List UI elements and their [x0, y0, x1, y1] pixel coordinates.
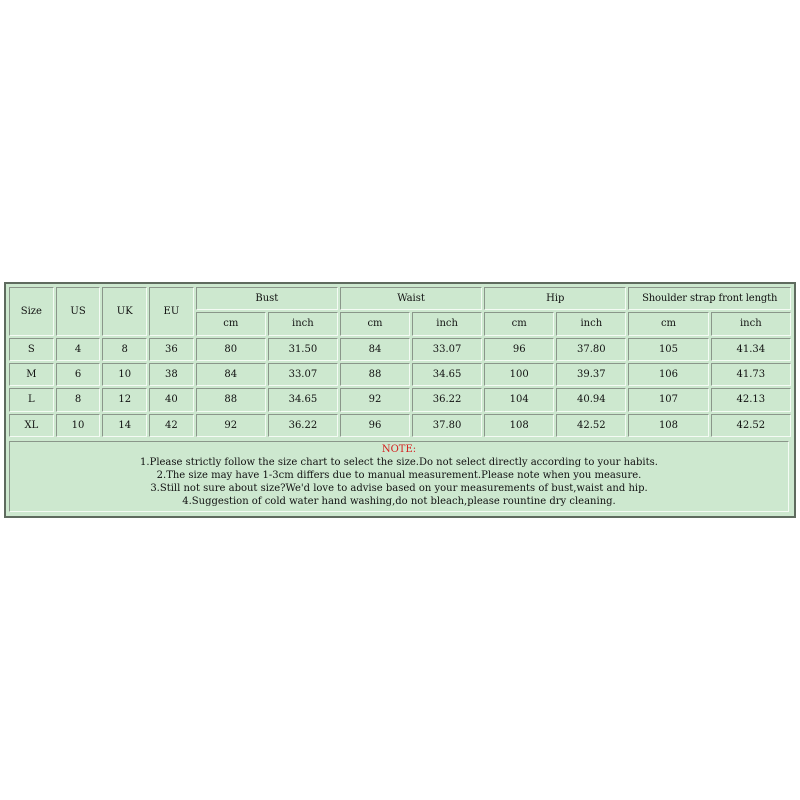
header-row [9, 287, 791, 310]
unit-cell: cm [196, 312, 266, 335]
table-cell: 42.52 [556, 414, 626, 437]
notes-section [9, 441, 789, 512]
note-title: NOTE: [381, 444, 417, 455]
unit-cell: cm [340, 312, 410, 335]
table-cell: 106 [628, 363, 708, 386]
table-cell: 12 [102, 388, 147, 411]
table-cell: 31.50 [268, 338, 338, 361]
unit-cell: cm [628, 312, 708, 335]
table-cell: 88 [196, 388, 266, 411]
header-hip: Hip [484, 287, 626, 310]
table-cell: 104 [484, 388, 554, 411]
table-cell: 108 [484, 414, 554, 437]
table-cell: 37.80 [412, 414, 482, 437]
table-cell: 34.65 [268, 388, 338, 411]
header-eu: EU [149, 287, 194, 336]
unit-cell: cm [484, 312, 554, 335]
note-line: 3.Still not sure about size?We'd love to advise based on your measurements of bust,waist and hip. [150, 482, 648, 494]
size-table [7, 285, 793, 439]
table-cell: 107 [628, 388, 708, 411]
table-cell: 33.07 [268, 363, 338, 386]
table-cell: 4 [56, 338, 101, 361]
unit-cell: inch [556, 312, 626, 335]
table-cell: 10 [56, 414, 101, 437]
table-cell: 92 [340, 388, 410, 411]
table-cell: 100 [484, 363, 554, 386]
size-chart [4, 282, 796, 518]
table-row [9, 388, 791, 411]
table-cell: 14 [102, 414, 147, 437]
table-cell: 108 [628, 414, 708, 437]
header-shoulder-strap: Shoulder strap front length [628, 287, 791, 310]
note-line: 2.The size may have 1-3cm differs due to manual measurement.Please note when you measure. [156, 469, 642, 481]
table-cell: 88 [340, 363, 410, 386]
table-cell: 92 [196, 414, 266, 437]
table-cell: 41.73 [711, 363, 791, 386]
table-cell: S [9, 338, 54, 361]
unit-cell: inch [268, 312, 338, 335]
table-cell: 84 [340, 338, 410, 361]
table-cell: 40 [149, 388, 194, 411]
table-row [9, 338, 791, 361]
table-cell: 36 [149, 338, 194, 361]
table-row [9, 414, 791, 437]
table-cell: 10 [102, 363, 147, 386]
header-bust: Bust [196, 287, 338, 310]
note-line: 1.Please strictly follow the size chart to select the size.Do not select directly according to your habits. [140, 456, 658, 468]
table-cell: 36.22 [268, 414, 338, 437]
table-cell: 84 [196, 363, 266, 386]
table-cell: 36.22 [412, 388, 482, 411]
table-cell: M [9, 363, 54, 386]
table-cell: 96 [484, 338, 554, 361]
unit-cell: inch [711, 312, 791, 335]
table-cell: 34.65 [412, 363, 482, 386]
header-waist: Waist [340, 287, 482, 310]
table-cell: 37.80 [556, 338, 626, 361]
note-line: 4.Suggestion of cold water hand washing,do not bleach,please rountine dry cleaning. [182, 495, 616, 507]
table-cell: L [9, 388, 54, 411]
table-cell: 6 [56, 363, 101, 386]
table-cell: 96 [340, 414, 410, 437]
table-cell: 41.34 [711, 338, 791, 361]
table-cell: 8 [56, 388, 101, 411]
header-us: US [56, 287, 101, 336]
table-cell: 42 [149, 414, 194, 437]
unit-cell: inch [412, 312, 482, 335]
table-cell: 105 [628, 338, 708, 361]
table-cell: 8 [102, 338, 147, 361]
table-cell: 39.37 [556, 363, 626, 386]
table-cell: 80 [196, 338, 266, 361]
table-cell: XL [9, 414, 54, 437]
table-cell: 40.94 [556, 388, 626, 411]
table-cell: 33.07 [412, 338, 482, 361]
header-size: Size [9, 287, 54, 336]
header-uk: UK [102, 287, 147, 336]
table-cell: 42.13 [711, 388, 791, 411]
table-row [9, 363, 791, 386]
table-cell: 38 [149, 363, 194, 386]
table-cell: 42.52 [711, 414, 791, 437]
